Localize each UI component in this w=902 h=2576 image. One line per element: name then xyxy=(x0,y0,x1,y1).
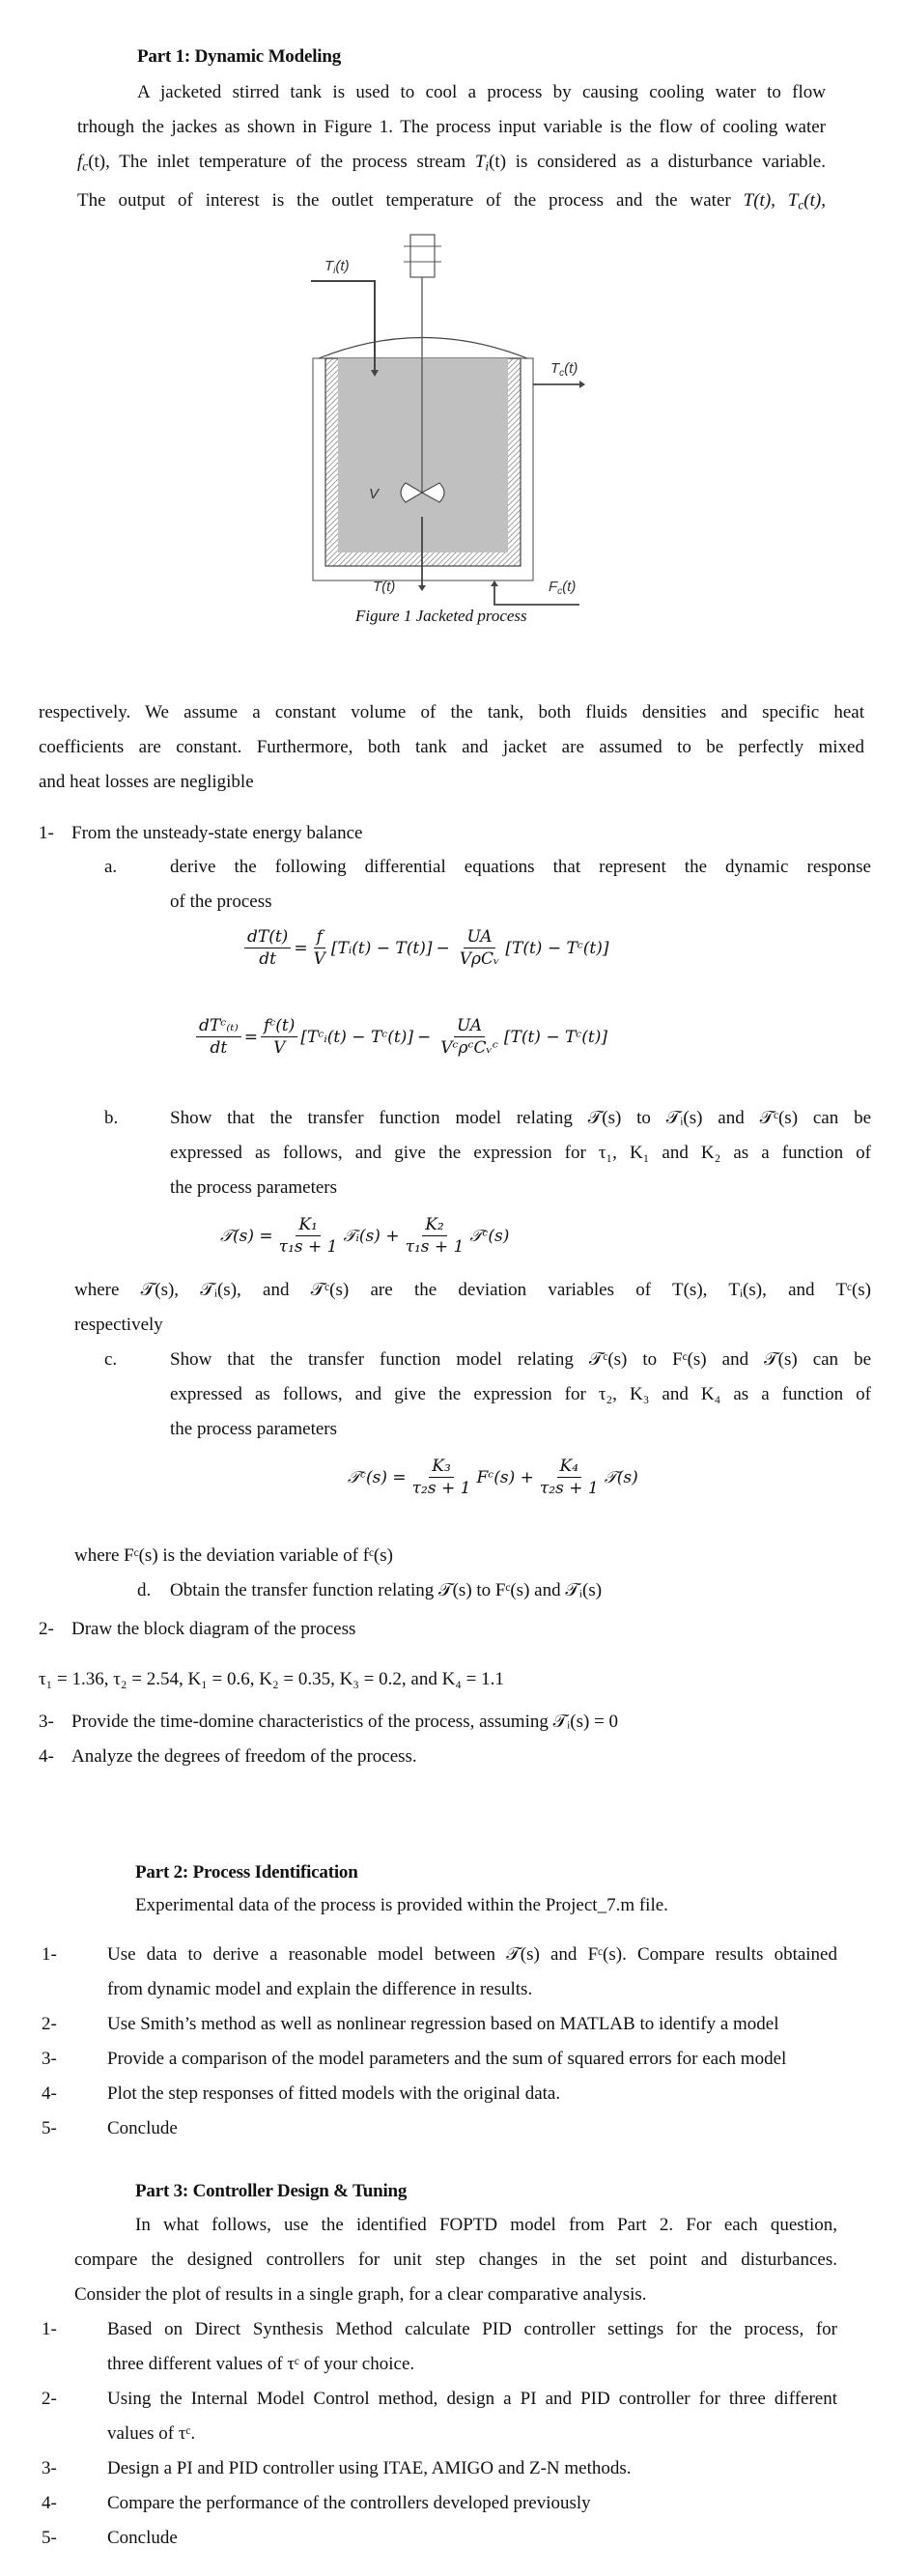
q1a-item: a. derive the following differential equations that represent the dynamic response of the process xyxy=(104,857,871,912)
part1-heading: Part 1: Dynamic Modeling xyxy=(137,46,342,67)
part1-intro xyxy=(77,75,826,223)
assumptions-paragraph xyxy=(39,695,864,800)
jacketed-tank-diagram xyxy=(290,232,628,618)
label-outlet-temp: T(t) xyxy=(373,579,396,595)
q2-item: 2- Draw the block diagram of the process xyxy=(39,1619,356,1639)
part3-list: 1- Based on Direct Synthesis Method calculate PID controller settings for the process, for three different values of τᶜ of your choice. 2- Using the Internal Model Control method, design a PI and PID controller for three different values of τᶜ. 3- Design a PI and PID controller using ITAE, AMIGO and Z-N methods. 4- Compare the performance of the controllers developed previously 5- Conclude xyxy=(74,2312,837,2556)
part2-item-1: 1- Use data to derive a reasonable model between 𝒯(s) and Fᶜ(s). Compare results obtained xyxy=(42,1944,837,1965)
equation-energy-balance-tank: $\frac{dT(t)}{dt}$ = $\frac{f}{V}$ [Tᵢ(t) − T(t)] − $\frac{UA}{\text{VρCᵥ}}$ [T(t) − Tᶜ(t)] xyxy=(241,927,609,969)
part2-item-2: 2- Use Smith’s method as well as nonlinear regression based on MATLAB to identify a model xyxy=(42,2014,779,2034)
intro-line-1: A jacketed stirred tank is used to cool a process by causing cooling water to flow xyxy=(137,82,826,102)
label-coolant-temp: $T_c(t)$ xyxy=(550,360,578,379)
part3-item-5: 5- Conclude xyxy=(42,2528,178,2548)
q3-item: 3- Provide the time-domine characteristics of the process, assuming 𝒯ᵢ(s) = 0 xyxy=(39,1712,619,1732)
assumptions-line-3: and heat losses are negligible xyxy=(39,772,254,792)
q1c-item: c. Show that the transfer function model relating 𝒯ᶜ(s) to Fᶜ(s) and 𝒯(s) can be expressed as follows, and give the expression for τ₂, K₃ and K₄ as a function of the process parameters xyxy=(104,1349,871,1439)
part2-item-5: 5- Conclude xyxy=(42,2118,178,2138)
part3-item-3: 3- Design a PI and PID controller using ITAE, AMIGO and Z-N methods. xyxy=(42,2458,632,2478)
q1c-where: where Fᶜ(s) is the deviation variable of fᶜ(s) xyxy=(74,1545,393,1566)
part2-item-3: 3- Provide a comparison of the model parameters and the sum of squared errors for each model xyxy=(42,2049,787,2069)
assumptions-line-1: respectively. We assume a constant volume of the tank, both fluids densities and specific heat xyxy=(39,702,864,722)
part2-heading: Part 2: Process Identification xyxy=(135,1862,358,1882)
part3-item-2: 2- Using the Internal Model Control method, design a PI and PID controller for three different xyxy=(42,2389,837,2409)
intro-line-2: trhough the jackes as shown in Figure 1. The process input variable is the flow of cooling water xyxy=(77,117,826,137)
intro-line-3: $f_c(t)$, The inlet temperature of the process stream $T_i(t)$ is considered as a disturbance variable. xyxy=(77,152,826,174)
part3-intro: In what follows, use the identified FOPTD model from Part 2. For each question, compare the designed controllers for unit step changes in the set point and disturbances. Consider the plot of results in a single graph, for a clear comparative analysis. xyxy=(74,2215,837,2305)
part3-heading: Part 3: Controller Design & Tuning xyxy=(135,2181,408,2201)
part2-intro: Experimental data of the process is provided within the Project_7.m file. xyxy=(135,1895,668,1915)
part2-item-4: 4- Plot the step responses of fitted models with the original data. xyxy=(42,2083,561,2104)
q1b-item: b. Show that the transfer function model relating 𝒯(s) to 𝒯ᵢ(s) and 𝒯ᶜ(s) can be expressed as follows, and give the expression for τ₁, K₁ and K₂ as a function of the process parameters xyxy=(104,1108,871,1198)
q1-item: 1- From the unsteady-state energy balance xyxy=(39,823,363,843)
part3-item-4: 4- Compare the performance of the controllers developed previously xyxy=(42,2493,591,2513)
assumptions-line-2: coefficients are constant. Furthermore, both tank and jacket are assumed to be perfectly mixed xyxy=(39,737,864,757)
part3-item-1: 1- Based on Direct Synthesis Method calculate PID controller settings for the process, for xyxy=(42,2319,837,2339)
label-inlet-temp: $T_i(t)$ xyxy=(324,258,350,276)
label-coolant-flow: $F_c(t)$ xyxy=(549,579,577,597)
jacketed-process-figure xyxy=(290,232,628,597)
motor-icon xyxy=(404,235,441,277)
part2-list: 1- Use data to derive a reasonable model between 𝒯(s) and Fᶜ(s). Compare results obtained from dynamic model and explain the difference in results. 2- Use Smith’s method as well as nonlinear regression based on MATLAB to identify a model 3- Provide a comparison of the model parameters and the sum of squared errors for each model 4- Plot the step responses of fitted models with the original data. 5- Conclude xyxy=(74,1938,837,2146)
q4-item: 4- Analyze the degrees of freedom of the process. xyxy=(39,1746,417,1767)
label-volume: V xyxy=(369,486,380,502)
equation-energy-balance-jacket: $\frac{\text{dTᶜ₍ₜ₎}}{dt}$ = $\frac{\text{fᶜ(t)}}{V}$ [Tᶜᵢ(t) − Tᶜ(t)] − $\frac{UA}{\text{VᶜρᶜCᵥᶜ}}$ [T(t) − Tᶜ(t)] xyxy=(193,1016,607,1058)
equation-transfer-function-Tc: 𝒯ᶜ(s) = $\frac{\text{K₃}}{\text{τ₂s + 1}}$ Fᶜ(s) + $\frac{\text{K₄}}{\text{τ₂s + 1}}$ 𝒯(s) xyxy=(348,1457,638,1498)
q1d-item: d. Obtain the transfer function relating 𝒯(s) to Fᶜ(s) and 𝒯ᵢ(s) xyxy=(137,1580,603,1600)
intro-line-4: The output of interest is the outlet temperature of the process and the water T(t), $T_c(t)$, xyxy=(77,190,826,212)
equation-transfer-function-T: 𝒯(s) = $\frac{\text{K₁}}{\text{τ₁s + 1}}$ 𝒯ᵢ(s) + $\frac{\text{K₂}}{\text{τ₁s + 1}}$ 𝒯ᶜ(s) xyxy=(220,1215,510,1257)
figure-caption: Figure 1 Jacketed process xyxy=(355,607,527,625)
process-parameters: τ₁ = 1.36, τ₂ = 2.54, K₁ = 0.6, K₂ = 0.35, K₃ = 0.2, and K₄ = 1.1 xyxy=(39,1669,504,1689)
q1b-where: where 𝒯(s), 𝒯ᵢ(s), and 𝒯ᶜ(s) are the deviation variables of T(s), Tᵢ(s), and Tᶜ(s) respectively xyxy=(74,1280,871,1335)
